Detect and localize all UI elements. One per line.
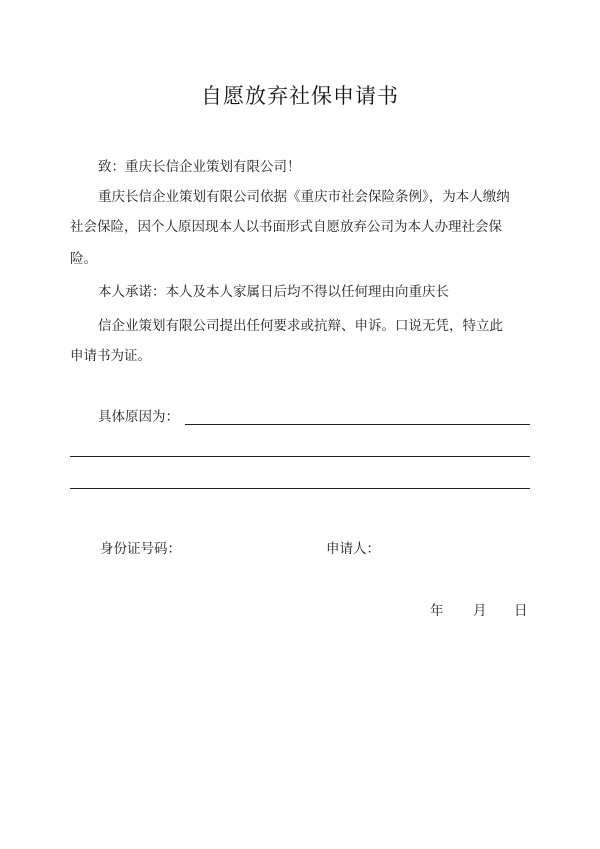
reason-underline-1[interactable]	[185, 424, 530, 425]
paragraph1-line2: 社会保险，因个人原因现本人以书面形式自愿放弃公司为本人办理社会保	[70, 219, 502, 235]
paragraph2-line1: 本人承诺：本人及本人家属日后均不得以任何理由向重庆长	[98, 284, 449, 300]
paragraph1-line1: 重庆长信企业策划有限公司依据《重庆市社会保险条例》，为本人缴纳	[98, 189, 510, 205]
id-number-label: 身份证号码：	[100, 541, 181, 557]
reason-underline-2[interactable]	[70, 456, 530, 457]
paragraph1-line3: 险。	[70, 251, 97, 267]
reason-label: 具体原因为：	[98, 409, 179, 425]
reason-underline-3[interactable]	[70, 488, 530, 489]
paragraph2-line2: 信企业策划有限公司提出任何要求或抗辩、申诉。口说无凭，特立此	[98, 318, 503, 334]
date-day: 日	[514, 603, 528, 619]
salutation: 致：重庆长信企业策划有限公司！	[98, 159, 301, 175]
document-title: 自愿放弃社保申请书	[201, 84, 399, 108]
date-year: 年	[430, 603, 444, 619]
applicant-label: 申请人：	[326, 541, 380, 557]
paragraph2-line3: 申请书为证。	[70, 348, 151, 364]
date-month: 月	[473, 603, 487, 619]
